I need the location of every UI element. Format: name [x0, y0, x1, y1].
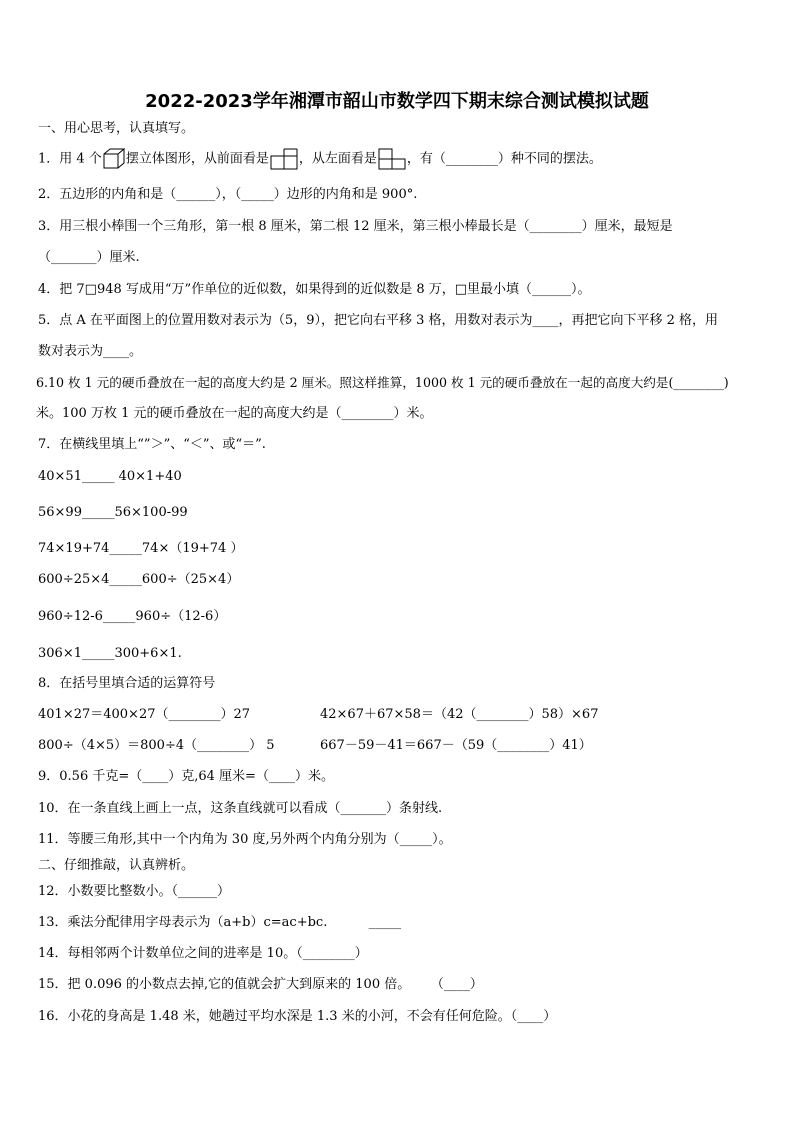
question-1 — [38, 148, 602, 172]
question-15: 15．把 0.096 的小数点去掉,它的值就会扩大到原来的 100 倍。 （____） — [38, 977, 483, 992]
q7-item-2: 56×99_____56×100-99 — [38, 505, 188, 520]
section-heading-1: 一、用心思考，认真填写。 — [38, 121, 195, 136]
question-3-line-2: （_______）厘米. — [38, 250, 140, 265]
question-4: 4．把 7□948 写成用“万”作单位的近似数，如果得到的近似数是 8 万，□里最小填（______）。 — [38, 282, 591, 297]
question-13: 13．乘法分配律用字母表示为（a+b）c=ac+bc. _____ — [38, 915, 402, 930]
question-7: 7．在横线里填上“”＞”、“＜”、或“＝”. — [38, 437, 266, 452]
section-heading-2: 二、仔细推敲，认真辨析。 — [38, 858, 195, 873]
q1-part-a: 1．用 4 个 — [38, 151, 102, 167]
left-view-figure — [378, 148, 406, 170]
question-3-line-1: 3．用三根小棒围一个三角形，第一根 8 厘米，第二根 12 厘米，第三根小棒最长是（________）厘米，最短是 — [38, 219, 673, 234]
q1-part-c: ，从左面看是 — [298, 151, 377, 167]
question-5-line-1: 5．点 A 在平面图上的位置用数对表示为（5，9），把它向右平移 3 格，用数对表示为____，再把它向下平移 2 格，用 — [38, 313, 719, 328]
q8-row1-right: 42×67＋67×58＝（42（________）58）×67 — [320, 707, 599, 722]
q8-row2-right: 667－59－41＝667－（59（________）41） — [320, 738, 592, 753]
q7-item-5: 960÷12-6_____960÷（12-6） — [38, 609, 227, 624]
cube-icon — [103, 148, 125, 170]
question-10: 10．在一条直线上画上一点，这条直线就可以看成（_______）条射线. — [38, 801, 443, 816]
q1-part-b: 摆立体图形，从前面看是 — [125, 151, 269, 167]
question-6-line-1: 6.10 枚 1 元的硬币叠放在一起的高度大约是 2 厘米。照这样推算，1000 枚 1 元的硬币叠放在一起的高度大约是(________) — [36, 375, 729, 390]
question-5-line-2: 数对表示为____。 — [38, 344, 143, 359]
q7-item-1: 40×51_____ 40×1+40 — [38, 469, 182, 484]
question-8: 8．在括号里填合适的运算符号 — [38, 676, 216, 691]
q7-item-6: 306×1_____300+6×1. — [38, 646, 182, 661]
q1-part-d: ，有（________）种不同的摆法。 — [406, 151, 602, 167]
question-9: 9．0.56 千克=（____）克,64 厘米=（____）米。 — [38, 769, 334, 784]
q7-item-4: 600÷25×4_____600÷（25×4） — [38, 572, 240, 587]
question-16: 16．小花的身高是 1.48 米，她趟过平均水深是 1.3 米的小河，不会有任何危险。（____） — [38, 1009, 557, 1024]
question-14: 14．每相邻两个计数单位之间的进率是 10。（________） — [38, 946, 368, 961]
q8-row2-left: 800÷（4×5）＝800÷4（________） 5 — [38, 738, 275, 753]
question-11: 11．等腰三角形,其中一个内角为 30 度,另外两个内角分别为（_____）。 — [38, 832, 452, 847]
front-view-figure — [270, 148, 298, 170]
q7-item-3: 74×19+74_____74×（19+74 ） — [38, 541, 244, 556]
question-6-line-2: 米。100 万枚 1 元的硬币叠放在一起的高度大约是（________）米。 — [36, 406, 433, 421]
page-title: 2022-2023学年湘潭市韶山市数学四下期末综合测试模拟试题 — [145, 91, 649, 112]
q8-row1-left: 401×27＝400×27（________）27 — [38, 707, 251, 722]
question-12: 12．小数要比整数小。（______） — [38, 884, 231, 899]
question-2: 2．五边形的内角和是（______），（_____）边形的内角和是 900°. — [38, 187, 418, 202]
